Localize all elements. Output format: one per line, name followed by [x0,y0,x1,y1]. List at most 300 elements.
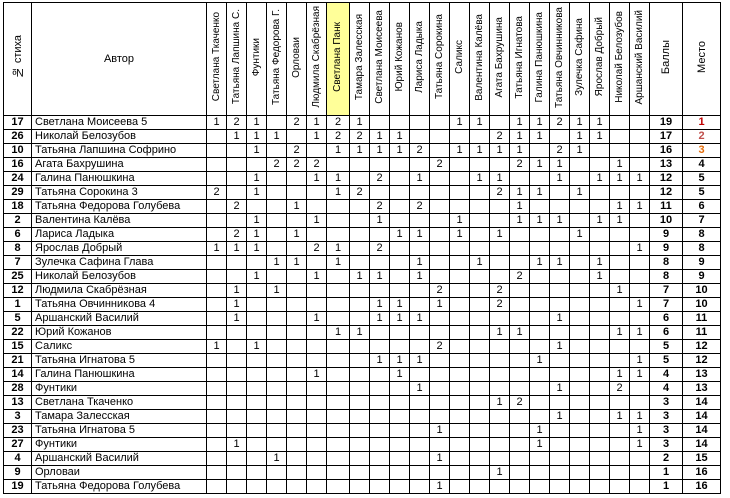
cell-vote[interactable] [350,410,370,424]
cell-vote[interactable]: 2 [287,116,307,130]
cell-place[interactable]: 11 [683,312,721,326]
cell-vote[interactable] [267,144,287,158]
cell-vote[interactable] [307,466,327,480]
cell-vote[interactable]: 1 [590,256,610,270]
header-judge[interactable] [370,3,390,116]
cell-vote[interactable]: 1 [247,144,267,158]
cell-vote[interactable]: 2 [327,116,350,130]
cell-vote[interactable]: 1 [630,242,650,256]
cell-vote[interactable] [267,466,287,480]
cell-vote[interactable]: 2 [350,130,370,144]
cell-place[interactable]: 14 [683,438,721,452]
cell-vote[interactable] [267,242,287,256]
cell-score[interactable]: 12 [650,186,683,200]
cell-vote[interactable]: 1 [370,144,390,158]
cell-vote[interactable] [390,340,410,354]
cell-vote[interactable] [530,340,550,354]
cell-vote[interactable] [370,466,390,480]
cell-vote[interactable] [287,438,307,452]
cell-vote[interactable] [207,256,227,270]
header-judge[interactable] [630,3,650,116]
cell-vote[interactable] [470,410,490,424]
cell-vote[interactable] [247,298,267,312]
cell-score[interactable]: 11 [650,200,683,214]
cell-vote[interactable]: 1 [530,256,550,270]
cell-vote[interactable] [350,256,370,270]
cell-score[interactable]: 3 [650,438,683,452]
cell-num[interactable]: 29 [4,186,32,200]
cell-score[interactable]: 6 [650,312,683,326]
cell-vote[interactable] [470,200,490,214]
cell-vote[interactable]: 1 [510,200,530,214]
cell-score[interactable]: 9 [650,228,683,242]
cell-vote[interactable]: 1 [610,368,630,382]
cell-place[interactable]: 11 [683,326,721,340]
cell-vote[interactable] [390,270,410,284]
cell-vote[interactable]: 1 [307,116,327,130]
cell-score[interactable]: 19 [650,116,683,130]
cell-vote[interactable] [510,242,530,256]
cell-vote[interactable] [267,340,287,354]
cell-vote[interactable]: 1 [490,466,510,480]
cell-vote[interactable] [570,480,590,494]
cell-vote[interactable] [207,382,227,396]
cell-score[interactable]: 3 [650,424,683,438]
cell-vote[interactable]: 1 [590,214,610,228]
cell-num[interactable]: 7 [4,256,32,270]
cell-author[interactable]: Саликс [32,340,207,354]
cell-vote[interactable] [490,340,510,354]
cell-vote[interactable] [410,326,430,340]
cell-vote[interactable] [227,466,247,480]
cell-vote[interactable]: 1 [590,130,610,144]
cell-vote[interactable] [530,242,550,256]
cell-vote[interactable] [207,172,227,186]
cell-score[interactable]: 5 [650,354,683,368]
cell-vote[interactable]: 1 [570,144,590,158]
cell-vote[interactable]: 1 [307,214,327,228]
cell-vote[interactable]: 2 [227,228,247,242]
cell-vote[interactable] [570,298,590,312]
cell-vote[interactable] [610,144,630,158]
cell-vote[interactable] [390,382,410,396]
cell-score[interactable]: 3 [650,410,683,424]
cell-vote[interactable]: 1 [390,298,410,312]
cell-vote[interactable]: 2 [610,382,630,396]
cell-place[interactable]: 14 [683,410,721,424]
cell-vote[interactable]: 1 [267,256,287,270]
cell-vote[interactable]: 2 [350,186,370,200]
cell-num[interactable]: 5 [4,312,32,326]
cell-vote[interactable] [450,242,470,256]
cell-vote[interactable]: 1 [530,354,550,368]
cell-num[interactable]: 14 [4,368,32,382]
cell-vote[interactable]: 1 [247,130,267,144]
cell-num[interactable]: 19 [4,480,32,494]
cell-author[interactable]: Татьяна Сорокина 3 [32,186,207,200]
header-judge[interactable] [327,3,350,116]
cell-place[interactable]: 3 [683,144,721,158]
cell-author[interactable]: Фунтики [32,438,207,452]
cell-vote[interactable]: 1 [327,326,350,340]
cell-vote[interactable] [590,368,610,382]
cell-vote[interactable] [410,396,430,410]
cell-num[interactable]: 23 [4,424,32,438]
cell-vote[interactable] [490,480,510,494]
cell-vote[interactable] [430,396,450,410]
cell-vote[interactable] [450,438,470,452]
cell-author[interactable]: Юрий Кожанов [32,326,207,340]
cell-vote[interactable] [327,298,350,312]
cell-vote[interactable]: 1 [410,172,430,186]
cell-vote[interactable]: 1 [630,368,650,382]
cell-vote[interactable] [530,466,550,480]
cell-score[interactable]: 7 [650,284,683,298]
cell-vote[interactable] [550,354,570,368]
cell-vote[interactable] [590,396,610,410]
cell-vote[interactable]: 1 [510,130,530,144]
header-judge[interactable] [307,3,327,116]
cell-vote[interactable]: 1 [470,172,490,186]
cell-vote[interactable] [247,466,267,480]
cell-vote[interactable] [630,382,650,396]
cell-vote[interactable]: 1 [550,312,570,326]
cell-vote[interactable] [287,214,307,228]
cell-vote[interactable] [350,298,370,312]
cell-vote[interactable] [430,312,450,326]
cell-vote[interactable] [227,214,247,228]
cell-vote[interactable] [327,340,350,354]
cell-vote[interactable]: 1 [470,116,490,130]
cell-vote[interactable] [390,424,410,438]
cell-vote[interactable]: 2 [370,172,390,186]
cell-author[interactable]: Светлана Ткаченко [32,396,207,410]
cell-vote[interactable] [267,298,287,312]
cell-vote[interactable] [450,172,470,186]
cell-vote[interactable] [287,480,307,494]
cell-vote[interactable] [470,242,490,256]
cell-vote[interactable]: 1 [550,382,570,396]
cell-vote[interactable] [227,480,247,494]
cell-vote[interactable] [510,410,530,424]
cell-author[interactable]: Фунтики [32,382,207,396]
cell-vote[interactable] [207,326,227,340]
cell-vote[interactable] [490,200,510,214]
cell-place[interactable]: 6 [683,200,721,214]
cell-place[interactable]: 5 [683,172,721,186]
cell-vote[interactable]: 1 [370,130,390,144]
cell-vote[interactable] [327,438,350,452]
cell-author[interactable]: Татьяна Овчинникова 4 [32,298,207,312]
cell-vote[interactable] [490,242,510,256]
cell-vote[interactable] [590,312,610,326]
cell-vote[interactable] [327,158,350,172]
cell-vote[interactable] [227,340,247,354]
cell-num[interactable]: 15 [4,340,32,354]
cell-vote[interactable]: 1 [327,186,350,200]
cell-vote[interactable] [530,284,550,298]
cell-vote[interactable] [610,354,630,368]
cell-vote[interactable] [510,438,530,452]
cell-vote[interactable] [410,424,430,438]
cell-vote[interactable]: 1 [490,396,510,410]
cell-vote[interactable] [450,452,470,466]
cell-vote[interactable] [470,396,490,410]
cell-vote[interactable] [590,158,610,172]
cell-place[interactable]: 12 [683,340,721,354]
cell-vote[interactable] [430,354,450,368]
cell-vote[interactable] [470,480,490,494]
cell-place[interactable]: 9 [683,270,721,284]
cell-vote[interactable] [430,410,450,424]
header-judge[interactable] [450,3,470,116]
cell-num[interactable]: 25 [4,270,32,284]
cell-vote[interactable] [430,228,450,242]
header-judge[interactable] [590,3,610,116]
cell-vote[interactable] [530,298,550,312]
cell-vote[interactable] [610,130,630,144]
cell-num[interactable]: 9 [4,466,32,480]
cell-vote[interactable]: 1 [430,424,450,438]
cell-vote[interactable] [327,214,350,228]
cell-vote[interactable] [510,172,530,186]
cell-place[interactable]: 14 [683,396,721,410]
cell-vote[interactable] [470,312,490,326]
cell-score[interactable]: 4 [650,368,683,382]
cell-vote[interactable] [610,438,630,452]
cell-vote[interactable] [307,326,327,340]
cell-vote[interactable] [470,158,490,172]
cell-vote[interactable]: 1 [550,256,570,270]
cell-author[interactable]: Николай Белозубов [32,270,207,284]
cell-vote[interactable]: 1 [450,144,470,158]
cell-vote[interactable] [390,186,410,200]
cell-author[interactable]: Галина Панюшкина [32,368,207,382]
header-judge[interactable] [430,3,450,116]
cell-vote[interactable] [410,158,430,172]
cell-vote[interactable] [350,228,370,242]
cell-author[interactable]: Агата Бахрушина [32,158,207,172]
cell-vote[interactable] [610,116,630,130]
cell-vote[interactable]: 2 [370,242,390,256]
cell-vote[interactable] [630,396,650,410]
cell-vote[interactable] [390,480,410,494]
cell-vote[interactable] [267,480,287,494]
cell-vote[interactable]: 1 [630,172,650,186]
header-judge[interactable] [570,3,590,116]
header-judge[interactable] [470,3,490,116]
cell-vote[interactable] [470,382,490,396]
cell-vote[interactable]: 2 [490,298,510,312]
cell-vote[interactable] [327,410,350,424]
cell-vote[interactable] [570,466,590,480]
cell-vote[interactable] [327,452,350,466]
cell-vote[interactable] [207,424,227,438]
cell-vote[interactable] [207,466,227,480]
cell-vote[interactable] [510,424,530,438]
cell-vote[interactable] [267,214,287,228]
cell-vote[interactable] [550,368,570,382]
cell-vote[interactable] [410,298,430,312]
cell-vote[interactable] [370,438,390,452]
cell-num[interactable]: 3 [4,410,32,424]
cell-vote[interactable] [590,452,610,466]
cell-vote[interactable] [327,312,350,326]
cell-vote[interactable] [550,200,570,214]
cell-vote[interactable] [450,312,470,326]
cell-vote[interactable]: 1 [247,214,267,228]
cell-vote[interactable] [610,424,630,438]
cell-vote[interactable]: 1 [550,340,570,354]
cell-vote[interactable]: 2 [267,158,287,172]
cell-vote[interactable] [370,410,390,424]
cell-vote[interactable] [610,228,630,242]
cell-vote[interactable] [450,298,470,312]
cell-vote[interactable] [207,410,227,424]
cell-vote[interactable]: 1 [430,298,450,312]
cell-vote[interactable]: 1 [410,382,430,396]
cell-place[interactable]: 10 [683,298,721,312]
cell-vote[interactable] [450,200,470,214]
cell-vote[interactable] [227,144,247,158]
cell-vote[interactable] [490,270,510,284]
cell-vote[interactable] [307,200,327,214]
cell-vote[interactable] [610,396,630,410]
cell-vote[interactable] [590,466,610,480]
cell-vote[interactable] [390,158,410,172]
cell-vote[interactable] [610,270,630,284]
cell-vote[interactable] [430,270,450,284]
cell-vote[interactable] [610,242,630,256]
cell-place[interactable]: 12 [683,354,721,368]
cell-vote[interactable]: 1 [267,130,287,144]
cell-vote[interactable] [470,130,490,144]
cell-vote[interactable] [570,172,590,186]
cell-vote[interactable]: 2 [410,200,430,214]
cell-vote[interactable] [450,424,470,438]
cell-vote[interactable] [610,312,630,326]
cell-vote[interactable] [430,172,450,186]
cell-vote[interactable] [207,298,227,312]
cell-vote[interactable]: 1 [470,144,490,158]
cell-vote[interactable] [247,452,267,466]
cell-vote[interactable] [267,116,287,130]
cell-vote[interactable] [410,466,430,480]
cell-author[interactable]: Тамара Залесская [32,410,207,424]
cell-vote[interactable] [570,424,590,438]
cell-vote[interactable] [450,410,470,424]
cell-vote[interactable] [610,186,630,200]
cell-vote[interactable] [430,200,450,214]
cell-vote[interactable] [307,452,327,466]
cell-vote[interactable] [450,284,470,298]
cell-vote[interactable] [350,340,370,354]
cell-vote[interactable] [530,172,550,186]
cell-vote[interactable] [630,116,650,130]
cell-vote[interactable] [227,368,247,382]
cell-vote[interactable]: 1 [227,438,247,452]
cell-vote[interactable]: 2 [287,144,307,158]
cell-vote[interactable] [267,368,287,382]
cell-vote[interactable] [227,256,247,270]
cell-vote[interactable]: 1 [307,270,327,284]
header-judge[interactable] [550,3,570,116]
cell-vote[interactable]: 1 [490,228,510,242]
cell-vote[interactable] [410,340,430,354]
cell-vote[interactable]: 2 [307,158,327,172]
cell-vote[interactable] [267,424,287,438]
cell-author[interactable]: Валентина Калёва [32,214,207,228]
cell-vote[interactable] [207,354,227,368]
cell-vote[interactable] [327,284,350,298]
cell-vote[interactable] [590,410,610,424]
cell-vote[interactable] [327,200,350,214]
cell-num[interactable]: 17 [4,116,32,130]
cell-vote[interactable] [530,270,550,284]
cell-vote[interactable] [550,396,570,410]
cell-vote[interactable] [390,214,410,228]
cell-vote[interactable] [207,312,227,326]
cell-vote[interactable]: 1 [550,214,570,228]
cell-vote[interactable] [410,186,430,200]
cell-vote[interactable]: 1 [630,200,650,214]
cell-vote[interactable]: 1 [227,284,247,298]
cell-vote[interactable] [470,186,490,200]
cell-vote[interactable] [207,368,227,382]
cell-vote[interactable] [207,158,227,172]
cell-vote[interactable]: 1 [247,186,267,200]
cell-author[interactable]: Татьяна Федорова Голубева [32,200,207,214]
cell-vote[interactable] [307,382,327,396]
cell-vote[interactable] [207,144,227,158]
cell-vote[interactable]: 1 [390,144,410,158]
cell-vote[interactable] [630,158,650,172]
cell-place[interactable]: 7 [683,214,721,228]
cell-vote[interactable] [350,466,370,480]
cell-vote[interactable]: 1 [390,130,410,144]
cell-vote[interactable]: 1 [287,228,307,242]
cell-vote[interactable] [590,438,610,452]
cell-vote[interactable] [570,158,590,172]
cell-score[interactable]: 5 [650,340,683,354]
cell-vote[interactable] [590,228,610,242]
cell-vote[interactable] [207,396,227,410]
cell-vote[interactable] [227,452,247,466]
cell-vote[interactable] [490,116,510,130]
cell-author[interactable]: Татьяна Игнатова 5 [32,354,207,368]
cell-vote[interactable]: 1 [247,242,267,256]
cell-num[interactable]: 6 [4,228,32,242]
cell-vote[interactable] [267,326,287,340]
cell-vote[interactable] [247,410,267,424]
cell-vote[interactable] [307,144,327,158]
cell-vote[interactable]: 1 [227,242,247,256]
cell-vote[interactable] [247,284,267,298]
cell-vote[interactable] [227,424,247,438]
cell-vote[interactable]: 1 [227,312,247,326]
cell-vote[interactable] [410,410,430,424]
cell-vote[interactable] [247,396,267,410]
cell-author[interactable]: Галина Панюшкина [32,172,207,186]
cell-vote[interactable]: 1 [247,172,267,186]
cell-vote[interactable] [267,354,287,368]
cell-vote[interactable] [227,270,247,284]
cell-vote[interactable] [350,242,370,256]
cell-vote[interactable]: 1 [247,116,267,130]
cell-author[interactable]: Лариса Ладыка [32,228,207,242]
cell-vote[interactable]: 1 [307,312,327,326]
cell-vote[interactable]: 1 [327,172,350,186]
